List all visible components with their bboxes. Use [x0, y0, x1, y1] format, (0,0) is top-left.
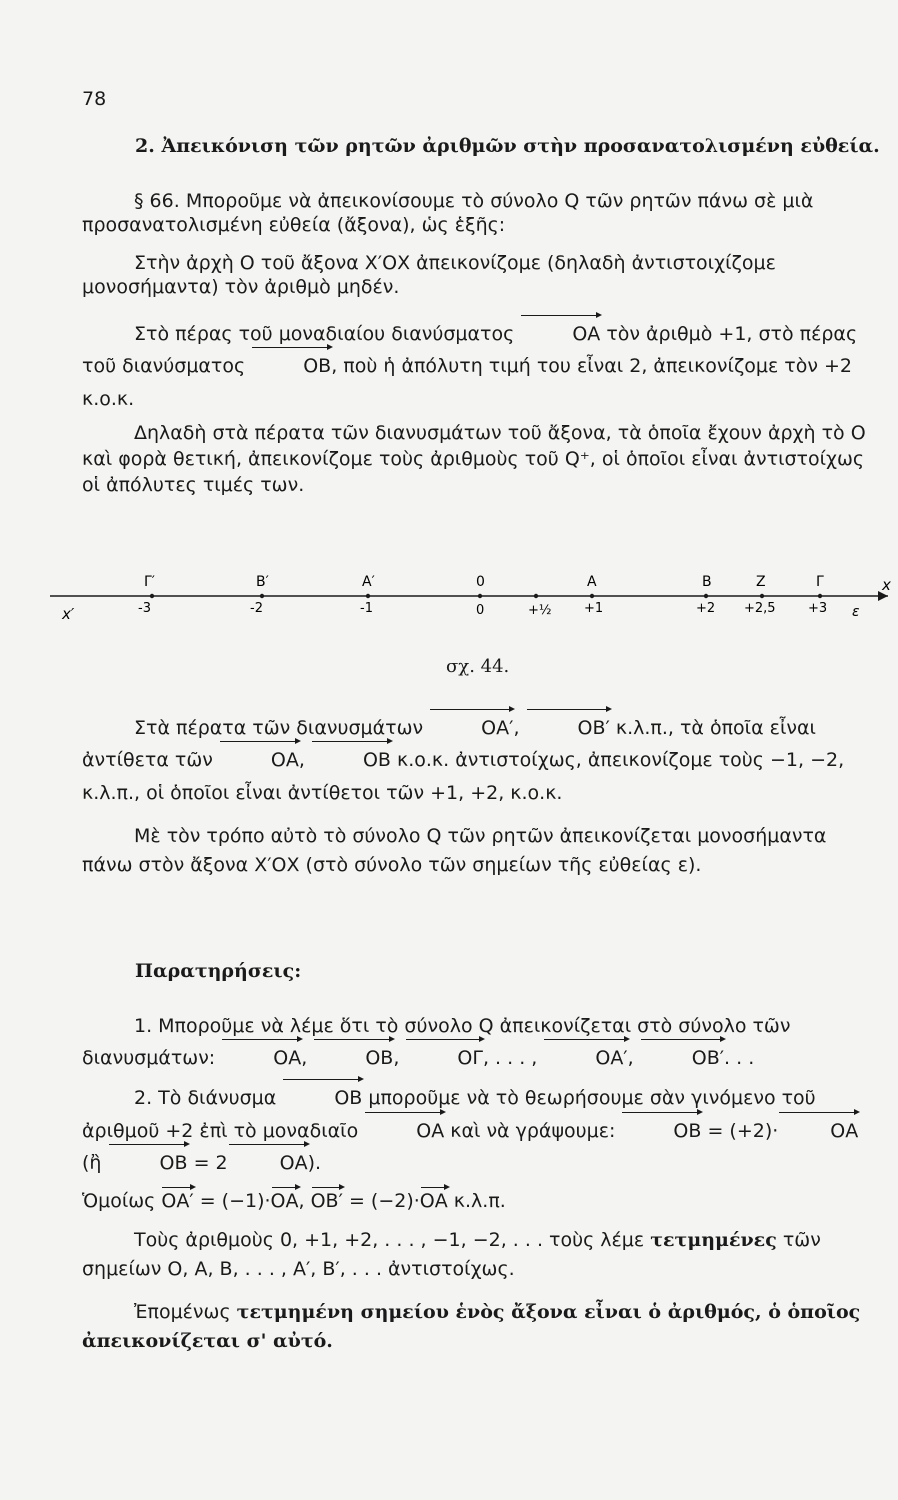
- vector-oa-prime: ΟΑ′: [429, 712, 513, 744]
- point-label: Β: [702, 574, 712, 590]
- vector-oa-prime: ΟΑ′: [161, 1190, 194, 1212]
- point-value: +½: [528, 603, 552, 618]
- similarly-word: Ὁμοίως: [82, 1190, 156, 1212]
- paragraph-4: Δηλαδὴ στὰ πέρατα τῶν διανυσμάτων τοῦ ἄξονα, τὰ ὁποῖα ἔχουν ἀρχὴ τὸ Ο καὶ φορὰ θετική, ἀπεικονίζομε τοὺς ἀριθμοὺς τοῦ Q⁺, οἱ ὁποῖοι εἶναι ἀντιστοίχως οἱ ἀπόλυτες τιμές των.: [82, 422, 866, 497]
- equation-part: = (−1)·: [199, 1190, 271, 1212]
- vector-ob: ΟΒ: [282, 1082, 362, 1115]
- paragraph-5-text-b: κ.λ.π., τὰ ὁποῖα εἶναι ἀντίθετα τῶν: [82, 717, 816, 772]
- vector-ob: ΟΒ: [251, 350, 331, 382]
- bold-term: τετμημένες: [650, 1229, 777, 1251]
- vector-ob-prime: ΟΒ′: [526, 712, 610, 744]
- similarly-line: [82, 1190, 506, 1212]
- point-half: [528, 594, 552, 618]
- vector-ob: ΟΒ: [311, 744, 391, 776]
- vector-oa: ΟΑ: [219, 744, 299, 776]
- vector-ob: ΟΒ: [621, 1115, 701, 1148]
- point-label: Γ: [816, 574, 824, 590]
- paragraph-3-text-a: Στὸ πέρας τοῦ μοναδιαίου διανύσματος: [134, 323, 515, 345]
- vector-ob-prime: ΟΒ′: [310, 1190, 343, 1212]
- vector-oa: ΟΑ: [778, 1115, 858, 1148]
- numbers-text-a: Τοὺς ἀριθμοὺς 0, +1, +2, . . . , −1, −2, . . . τοὺς λέμε: [134, 1229, 645, 1251]
- paragraph-1: [82, 190, 872, 238]
- paragraph-3-text-c: , ποὺ ἡ ἀπόλυτη τιμή του εἶναι 2, ἀπεικονίζομε τὸν +2 κ.ο.κ.: [82, 355, 853, 410]
- point-value: 0: [476, 603, 485, 618]
- paragraph-6: Μὲ τὸν τρόπο αὐτὸ τὸ σύνολο Q τῶν ρητῶν ἀπεικονίζεται μονοσήμαντα πάνω στὸν ἄξονα Χ′ΟΧ (στὸ σύνολο τῶν σημείων τῆς εὐθείας ε).: [82, 825, 827, 876]
- equation-part: = (+2)·: [707, 1119, 779, 1142]
- section-heading: 2. Ἀπεικόνιση τῶν ρητῶν ἀριθμῶν στὴν προσανατολισμένη εὐθεία.: [135, 135, 880, 157]
- remark-2-text-a: 2. Τὸ διάνυσμα: [134, 1087, 277, 1109]
- equation-part: ).: [307, 1152, 322, 1175]
- axis-label-right: x: [882, 576, 891, 594]
- remarks-title: Παρατηρήσεις:: [135, 960, 302, 982]
- point-b-prime: [250, 574, 269, 616]
- point-label: Α′: [362, 574, 375, 590]
- paragraph-1-text: Μποροῦμε νὰ ἀπεικονίσουμε τὸ σύνολο Q τῶν ρητῶν πάνω σὲ μιὰ προσανατολισμένη εὐθεία (ἄξονα), ὡς ἑξῆς:: [82, 190, 814, 236]
- point-b: [696, 574, 715, 616]
- separator: ,: [298, 1190, 305, 1212]
- paragraph-2: Στὴν ἀρχὴ Ο τοῦ ἄξονα Χ′ΟΧ ἀπεικονίζομε (δηλαδὴ ἀντιστοιχίζομε μονοσήμαντα) τὸν ἀριθμὸ μηδέν.: [82, 252, 776, 298]
- vector-ob: ΟΒ: [313, 1042, 393, 1074]
- conclusion-bold: τετμημένη σημείου ἑνὸς ἄξονα εἶναι ὁ ἀριθμός, ὁ ὁποῖος ἀπεικονίζεται σ' αὐτό.: [82, 1301, 861, 1353]
- paragraph-3: [82, 318, 872, 415]
- paragraph-5-text-a: Στὰ πέρατα τῶν διανυσμάτων: [134, 717, 424, 739]
- paragraph-5: Στὰ πέρατα τῶν διανυσμάτων ΟΑ′, ΟΒ′ κ.λ.π., τὰ ὁποῖα εἶναι ἀντίθετα τῶν ΟΑ, ΟΒ κ.ο.κ. ἀντιστοίχως, ἀπεικονίζομε τοὺς −1, −2, κ.λ.π., οἱ ὁποῖοι εἶναι ἀντίθετοι τῶν +1, +2, κ.ο.κ.: [82, 712, 872, 809]
- numbers-text-b: τῶν σημείων Ο, Α, Β, . . . , Α′, Β′, . . . ἀντιστοίχως.: [82, 1229, 821, 1281]
- vector-oa: ΟΑ: [270, 1190, 299, 1212]
- ellipsis: . . .: [724, 1047, 755, 1070]
- vector-oa: ΟΑ: [228, 1147, 308, 1180]
- point-g-prime: [138, 574, 155, 616]
- remark-2-text-b: μποροῦμε νὰ τὸ θεωρήσουμε σὰν γινόμενο τοῦ ἀριθμοῦ +2 ἐπὶ τὸ μοναδιαῖο: [82, 1087, 816, 1142]
- point-label: 0: [476, 574, 485, 590]
- section-number: § 66.: [134, 190, 180, 212]
- remark-2-text-c: καὶ νὰ γράψουμε:: [450, 1119, 616, 1142]
- point-g: [808, 574, 827, 616]
- point-value: -1: [360, 601, 373, 616]
- paragraph-5-text-c: κ.ο.κ. ἀντιστοίχως, ἀπεικονίζομε τοὺς −1, −2, κ.λ.π., οἱ ὁποῖοι εἶναι ἀντίθετοι τῶν +1, +2, κ.ο.κ.: [82, 749, 845, 804]
- vector-oa-prime: ΟΑ′: [543, 1042, 627, 1074]
- vector-og: ΟΓ: [405, 1042, 483, 1074]
- point-value: +2,5: [744, 601, 776, 616]
- remark-1: 1. Μποροῦμε νὰ λέμε ὅτι τὸ σύνολο Q ἀπεικονίζεται στὸ σύνολο τῶν διανυσμάτων: ΟΑ, ΟΒ, ΟΓ, . . . , ΟΑ′, ΟΒ′. . .: [82, 1010, 872, 1075]
- equation-part: (ἢ: [82, 1152, 102, 1175]
- page-number: 78: [82, 88, 107, 110]
- vector-oa: ΟΑ: [520, 318, 600, 350]
- conclusion-paragraph: [82, 1298, 872, 1357]
- point-value: +2: [696, 601, 716, 616]
- point-value: +1: [584, 601, 604, 616]
- point-label: Β′: [256, 574, 269, 590]
- numbers-paragraph: [82, 1226, 872, 1285]
- point-label: Α: [587, 574, 597, 590]
- axis-label-left: x′: [62, 605, 75, 623]
- conclusion-text-a: Ἐπομένως: [134, 1301, 231, 1323]
- point-a-prime: [360, 574, 375, 616]
- remark-1-text: 1. Μποροῦμε νὰ λέμε ὅτι τὸ σύνολο Q ἀπεικονίζεται στὸ σύνολο τῶν διανυσμάτων:: [82, 1015, 791, 1070]
- line-label: ε: [852, 604, 860, 620]
- point-a: [584, 574, 603, 616]
- point-value: +3: [808, 601, 828, 616]
- vector-oa: ΟΑ: [221, 1042, 301, 1074]
- point-label: Γ′: [144, 574, 155, 590]
- vector-oa: ΟΑ: [419, 1190, 448, 1212]
- separator: ,: [513, 717, 520, 739]
- vector-ob-prime: ΟΒ′: [640, 1042, 724, 1074]
- point-value: -2: [250, 601, 263, 616]
- vector-ob: ΟΒ: [108, 1147, 188, 1180]
- remark-2: [82, 1082, 872, 1180]
- figure-caption: σχ. 44.: [446, 656, 510, 677]
- point-z: [744, 574, 776, 616]
- point-label: Ζ: [756, 574, 766, 590]
- vector-oa: ΟΑ: [364, 1115, 444, 1148]
- equation-part: κ.λ.π.: [453, 1190, 506, 1212]
- paragraph-3-text-b: τὸν ἀριθμὸ +1, στὸ πέρας τοῦ διανύσματος: [82, 323, 858, 378]
- equation-part: = (−2)·: [348, 1190, 420, 1212]
- point-value: -3: [138, 601, 151, 616]
- equation-part: = 2: [193, 1152, 228, 1175]
- number-line-figure: [0, 560, 898, 640]
